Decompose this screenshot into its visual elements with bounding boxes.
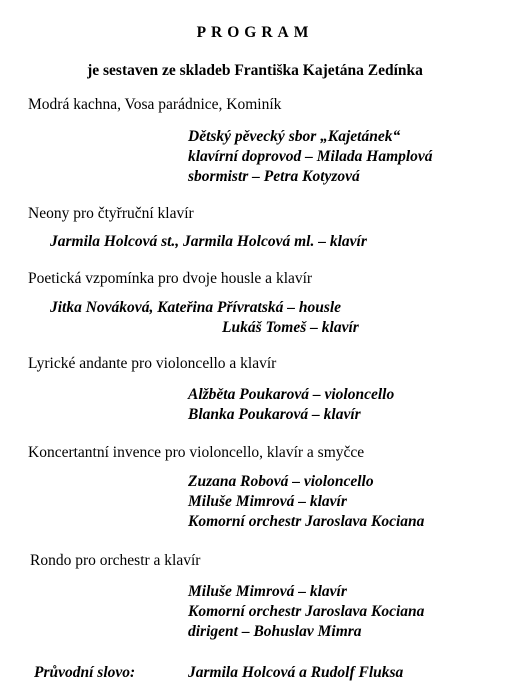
piece-title: Poetická vzpomínka pro dvoje housle a klavír [28,270,313,287]
footer-label: Průvodní slovo: [34,664,136,681]
performer-line: Miluše Mimrová – klavír [188,493,347,510]
performer-line: Jarmila Holcová st., Jarmila Holcová ml. – klavír [50,233,367,250]
performer-line: Blanka Poukarová – klavír [188,406,361,423]
performers-block [188,582,424,642]
footer-value: Jarmila Holcová a Rudolf Fluksa [188,664,404,681]
performers-block [50,298,341,318]
performer-line: sbormistr – Petra Kotyzová [188,168,360,185]
program-subtitle: je sestaven ze skladeb Františka Kajetána Zedínka [87,62,423,79]
performer-line: Lukáš Tomeš – klavír [222,319,359,336]
piece-title: Modrá kachna, Vosa parádnice, Kominík [28,96,282,113]
performer-line: dirigent – Bohuslav Mimra [188,623,362,640]
performer-line: Miluše Mimrová – klavír [188,583,347,600]
program-title: PROGRAM [196,24,314,41]
performer-line: Komorní orchestr Jaroslava Kociana [188,603,425,620]
performers-block [50,232,367,252]
performers-block [188,472,424,532]
performer-line: klavírní doprovod – Milada Hamplová [188,148,433,165]
performer-line: Zuzana Robová – violoncello [188,473,374,490]
performer-line: Alžběta Poukarová – violoncello [188,386,395,403]
piece-title: Koncertantní invence pro violoncello, klavír a smyčce [28,444,365,461]
performer-line: Dětský pěvecký sbor „Kajetánek“ [188,128,401,145]
performers-block [188,127,433,187]
piece-title: Lyrické andante pro violoncello a klavír [28,355,277,372]
piece-title: Rondo pro orchestr a klavír [30,552,201,569]
performers-block [188,385,394,425]
performer-line: Jitka Nováková, Kateřina Přívratská – housle [50,299,342,316]
piece-title: Neony pro čtyřruční klavír [28,205,194,222]
performers-block [222,318,359,338]
performer-line: Komorní orchestr Jaroslava Kociana [188,513,425,530]
